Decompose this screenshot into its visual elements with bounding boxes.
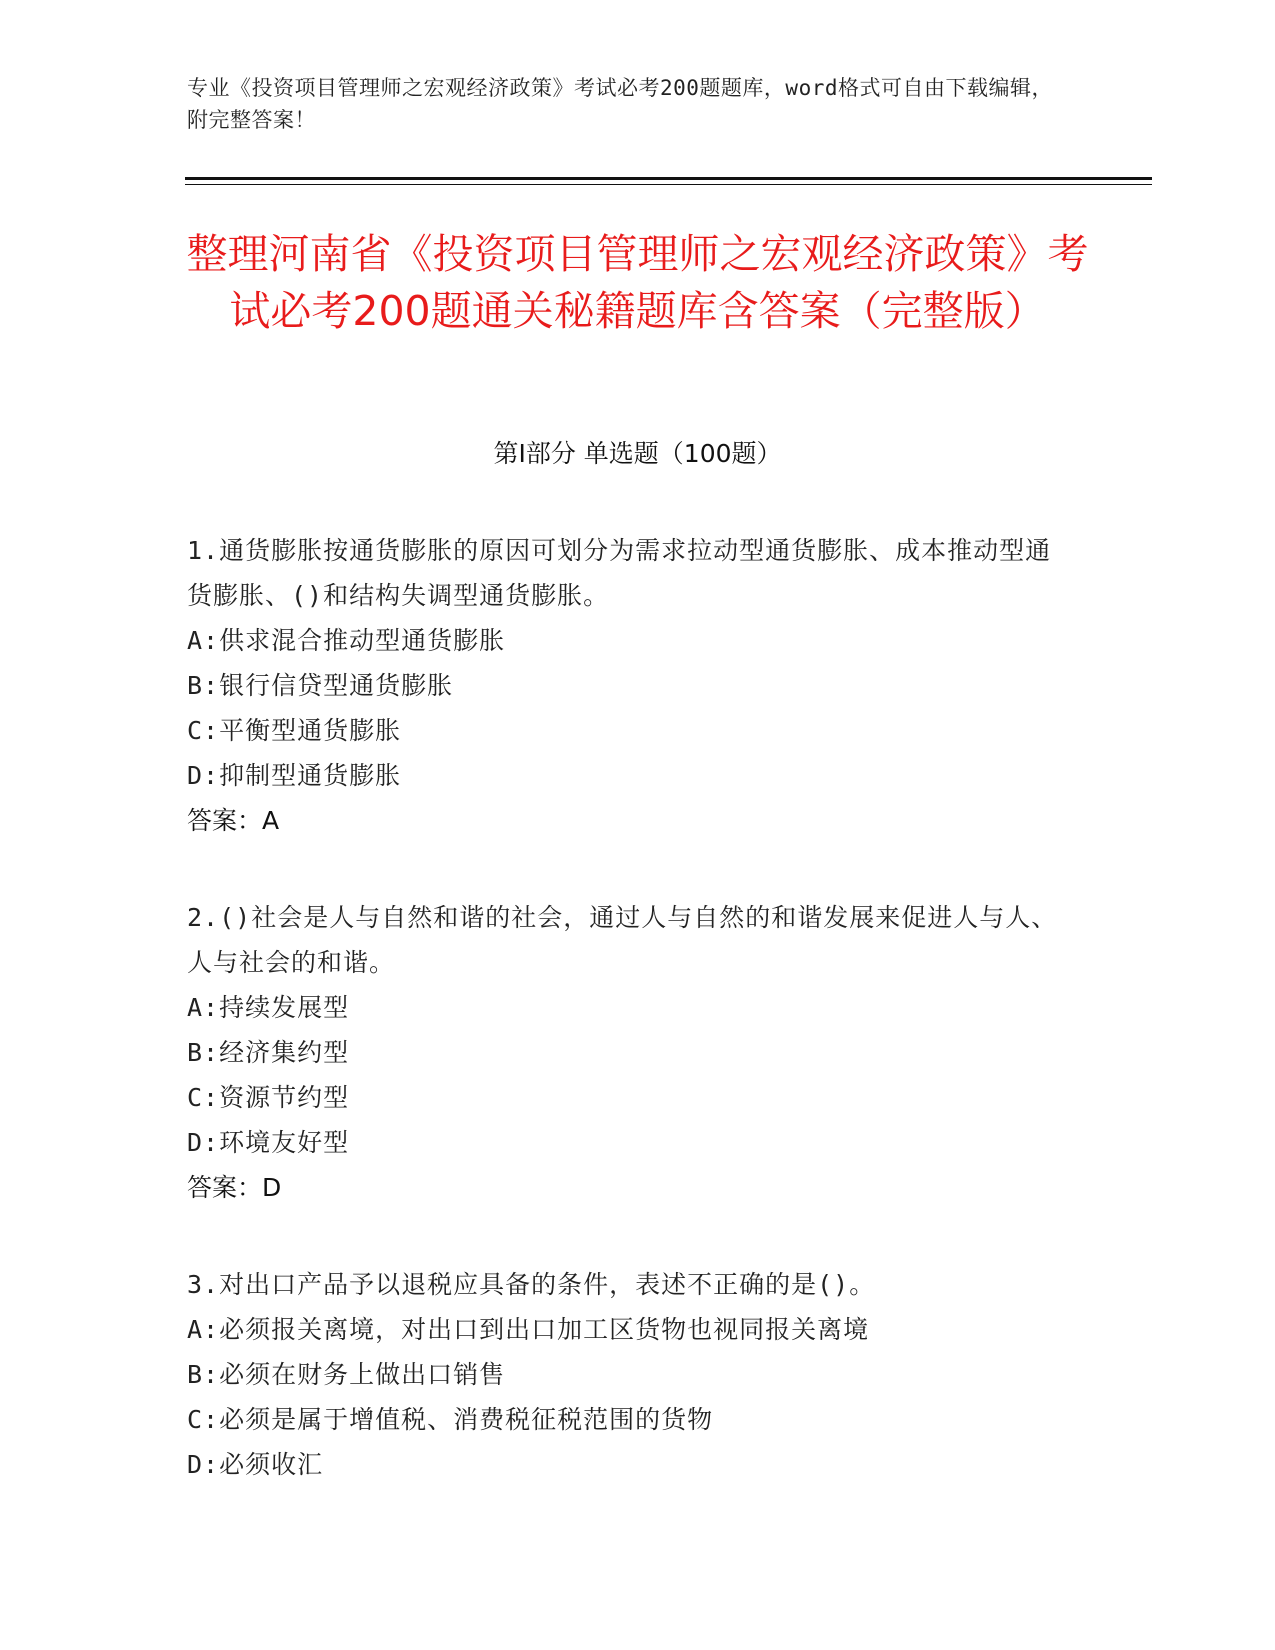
option-c: C:平衡型通货膨胀	[187, 716, 402, 745]
option-d: D:必须收汇	[187, 1450, 324, 1479]
question-stem: 1.通货膨胀按通货膨胀的原因可划分为需求拉动型通货膨胀、成本推动型通货膨胀、()和结构失调型通货膨胀。	[187, 536, 1052, 610]
option-b: B:必须在财务上做出口销售	[187, 1360, 506, 1389]
option-c: C:资源节约型	[187, 1083, 350, 1112]
answer-line: 答案：A	[187, 806, 280, 835]
header-rule-thick	[185, 177, 1152, 180]
question-list	[187, 528, 1067, 1539]
document-title: 整理河南省《投资项目管理师之宏观经济政策》考试必考200题通关秘籍题库含答案（完整版）	[186, 230, 1089, 335]
answer-line: 答案：D	[187, 1173, 282, 1202]
option-a: A:供求混合推动型通货膨胀	[187, 626, 506, 655]
question-stem: 2.()社会是人与自然和谐的社会，通过人与自然的和谐发展来促进人与人、人与社会的和谐。	[187, 903, 1058, 977]
option-a: A:必须报关离境，对出口到出口加工区货物也视同报关离境	[187, 1315, 870, 1344]
option-b: B:经济集约型	[187, 1038, 350, 1067]
option-b: B:银行信贷型通货膨胀	[187, 671, 454, 700]
option-c: C:必须是属于增值税、消费税征税范围的货物	[187, 1405, 714, 1434]
question-3	[187, 1262, 1067, 1487]
question-1	[187, 528, 1067, 843]
section-title: 第Ⅰ部分 单选题（100题）	[493, 439, 782, 468]
question-stem: 3.对出口产品予以退税应具备的条件，表述不正确的是()。	[187, 1270, 876, 1299]
option-d: D:环境友好型	[187, 1128, 350, 1157]
question-2	[187, 895, 1067, 1210]
option-a: A:持续发展型	[187, 993, 350, 1022]
header-rule-thin	[185, 184, 1152, 185]
option-d: D:抑制型通货膨胀	[187, 761, 402, 790]
header-note: 专业《投资项目管理师之宏观经济政策》考试必考200题题库，word格式可自由下载编辑，附完整答案！	[187, 76, 1053, 132]
